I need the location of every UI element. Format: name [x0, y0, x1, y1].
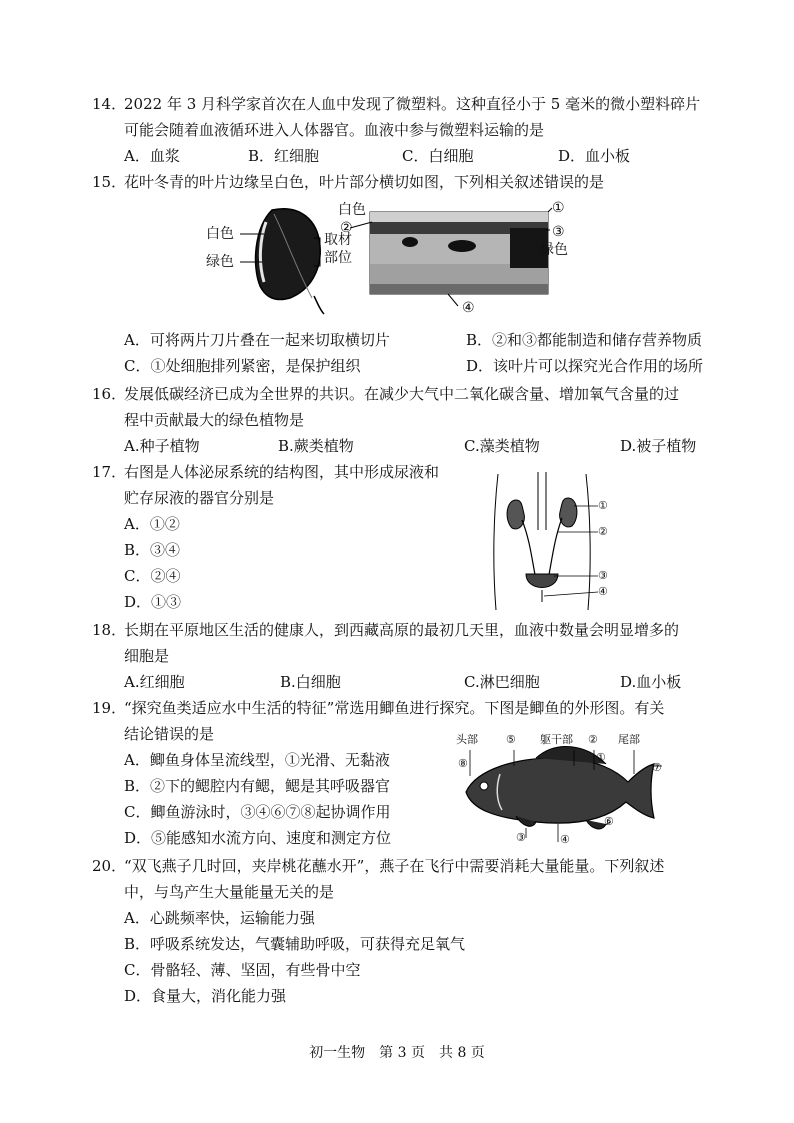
question-14-option-b: B．红细胞 [248, 147, 320, 165]
carp-label-trunk: 躯干部 [540, 733, 573, 746]
question-16-option-b: B.蕨类植物 [278, 437, 354, 455]
leaf-label-sample: 取材 [324, 232, 352, 248]
carp-marker-4: ④ [560, 833, 570, 846]
carp-marker-8: ⑧ [458, 757, 468, 770]
question-17-option-a: A．①② [124, 515, 180, 533]
section-label-green: 绿色 [540, 242, 568, 258]
question-19-option-a: A．鲫鱼身体呈流线型，①光滑、无黏液 [124, 751, 390, 769]
question-15-option-b: B．②和③都能制造和储存营养物质 [466, 331, 703, 349]
question-15-option-c: C．①处细胞排列紧密，是保护组织 [124, 357, 361, 375]
section-label-white: 白色 [338, 202, 366, 218]
section-marker-1: ① [552, 200, 565, 216]
urinary-marker-1: ① [598, 499, 608, 512]
question-14-text: 2022 年 3 月科学家首次在人血中发现了微塑料。这种直径小于 5 毫米的微小塑料碎片 [124, 95, 701, 113]
section-marker-3: ③ [552, 224, 565, 240]
carp-label-tail: 尾部 [618, 733, 640, 746]
leaf-label-sample: 部位 [324, 250, 352, 266]
leaf-figure [200, 198, 580, 318]
question-14-number: 14． [92, 95, 127, 113]
question-15-number: 15． [92, 173, 127, 191]
leaf-label-green: 绿色 [206, 254, 234, 270]
question-20-text: 中，与鸟产生大量能量无关的是 [124, 883, 335, 901]
question-16-text: 发展低碳经济已成为全世界的共识。在减少大气中二氧化碳含量、增加氧气含量的过 [124, 385, 680, 403]
section-marker-4: ④ [462, 300, 475, 316]
question-19-option-c: C．鲫鱼游泳时，③④⑥⑦⑧起协调作用 [124, 803, 391, 821]
question-16-option-d: D.被子植物 [620, 437, 697, 455]
question-16-text: 程中贡献最大的绿色植物是 [124, 411, 305, 429]
question-19-option-b: B．②下的鳃腔内有鳃，鳃是其呼吸器官 [124, 777, 391, 795]
carp-figure [456, 730, 666, 846]
question-18-text: 细胞是 [124, 647, 170, 665]
carp-marker-6: ⑥ [604, 815, 614, 828]
urinary-marker-3: ③ [598, 569, 608, 582]
question-20-option-a: A．心跳频率快，运输能力强 [124, 909, 315, 927]
question-15-option-a: A．可将两片刀片叠在一起来切取横切片 [124, 331, 390, 349]
section-marker-2: ② [340, 220, 353, 236]
carp-label-head: 头部 [456, 733, 478, 746]
carp-marker-1: ① [596, 751, 606, 764]
urinary-marker-4: ④ [598, 585, 608, 598]
question-19-option-d: D．⑤能感知水流方向、速度和测定方位 [124, 829, 392, 847]
question-15-text: 花叶冬青的叶片边缘呈白色，叶片部分横切如图，下列相关叙述错误的是 [124, 173, 605, 191]
question-16-number: 16． [92, 385, 127, 403]
leaf-illustration [200, 198, 580, 318]
question-19-text: 结论错误的是 [124, 725, 215, 743]
question-14-option-d: D．血小板 [558, 147, 631, 165]
question-15-option-d: D．该叶片可以探究光合作用的场所 [466, 357, 704, 375]
question-20-text: “双飞燕子几时回，夹岸桃花蘸水开”，燕子在飞行中需要消耗大量能量。下列叙述 [124, 857, 665, 875]
question-14-option-a: A．血浆 [124, 147, 180, 165]
question-20-number: 20． [92, 857, 127, 875]
question-18-option-a: A.红细胞 [124, 673, 185, 691]
carp-marker-2: ② [588, 733, 598, 746]
page-footer: 初一生物 第 3 页 共 8 页 [309, 1045, 485, 1061]
question-18-option-d: D.血小板 [620, 673, 682, 691]
question-17-option-c: C．②④ [124, 567, 181, 585]
question-17-option-d: D．①③ [124, 593, 182, 611]
question-16-option-a: A.种子植物 [124, 437, 200, 455]
carp-marker-5: ⑤ [506, 733, 516, 746]
question-14-option-c: C．白细胞 [402, 147, 474, 165]
question-19-text: “探究鱼类适应水中生活的特征”常选用鲫鱼进行探究。下图是鲫鱼的外形图。有关 [124, 699, 665, 717]
urinary-marker-2: ② [598, 525, 608, 538]
question-16-option-c: C.藻类植物 [464, 437, 540, 455]
question-14-text: 可能会随着血液循环进入人体器官。血液中参与微塑料运输的是 [124, 121, 545, 139]
question-18-option-b: B.白细胞 [280, 673, 341, 691]
question-18-number: 18． [92, 621, 127, 639]
question-19-number: 19． [92, 699, 127, 717]
question-17-option-b: B．③④ [124, 541, 181, 559]
question-17-text: 右图是人体泌尿系统的结构图，其中形成尿液和 [124, 463, 440, 481]
question-20-option-d: D．食量大，消化能力强 [124, 987, 287, 1005]
question-20-option-c: C．骨骼轻、薄、坚固，有些骨中空 [124, 961, 361, 979]
question-18-option-c: C.淋巴细胞 [464, 673, 540, 691]
leaf-label-white: 白色 [206, 226, 234, 242]
question-20-option-b: B．呼吸系统发达，气囊辅助呼吸，可获得充足氧气 [124, 935, 466, 953]
urinary-system-illustration [486, 470, 616, 616]
question-18-text: 长期在平原地区生活的健康人，到西藏高原的最初几天里，血液中数量会明显增多的 [124, 621, 680, 639]
carp-marker-3: ③ [516, 831, 526, 844]
question-17-number: 17． [92, 463, 127, 481]
carp-marker-7: ⑦ [652, 761, 662, 774]
urinary-system-figure [486, 470, 616, 616]
question-17-text: 贮存尿液的器官分别是 [124, 489, 275, 507]
